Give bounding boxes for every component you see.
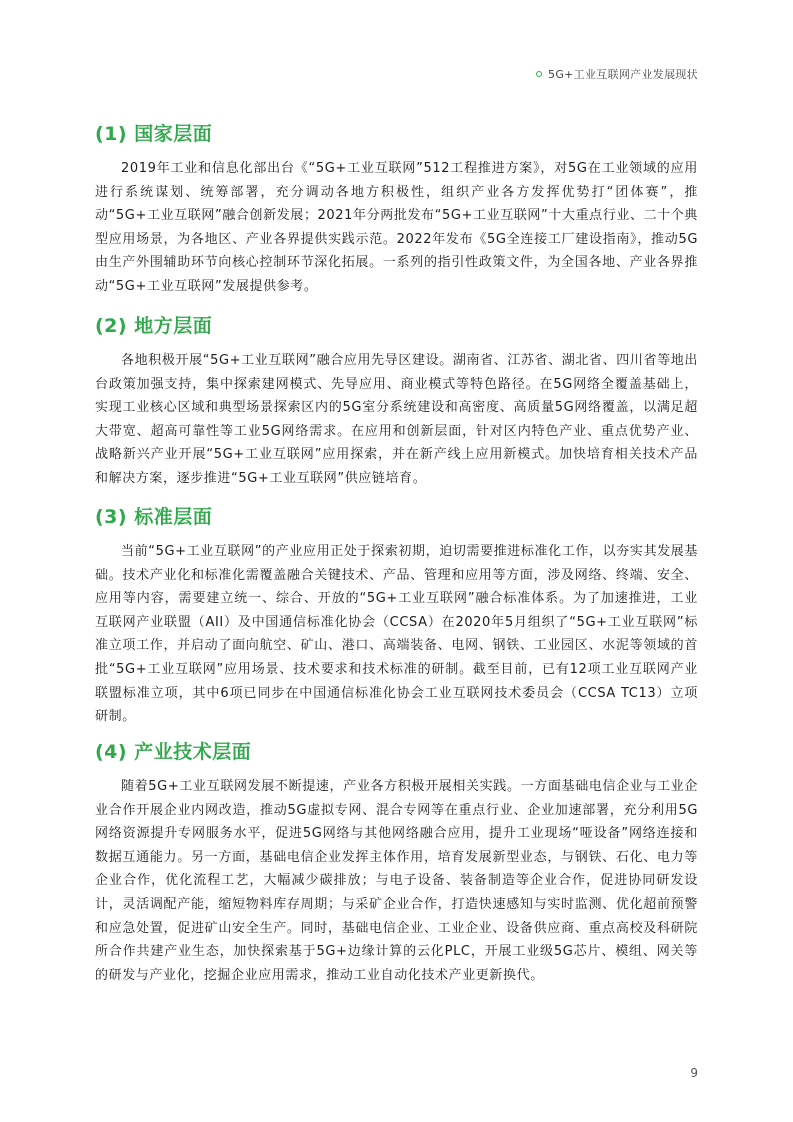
running-header xyxy=(536,66,698,82)
section-paragraph: 随着5G+工业互联网发展不断提速，产业各方积极开展相关实践。一方面基础电信企业与工业企业合作开展企业内网改造，推动5G虚拟专网、混合专网等在重点行业、企业加速部署，充分利用5G网络资源提升专网服务水平，促进5G网络与其他网络融合应用，提升工业现场“哑设备”网络连接和数据互通能力。另一方面，基础电信企业发挥主体作用，培育发展新型业态，与钢铁、石化、电力等企业合作，优化流程工艺，大幅减少碳排放；与电子设备、装备制造等企业合作，促进协同研发设计，灵活调配产能，缩短物料库存周期；与采矿企业合作，打造快速感知与实时监测、优化超前预警和应急处置，促进矿山安全生产。同时，基础电信企业、工业企业、设备供应商、重点高校及科研院所合作共建产业生态，加快探索基于5G+边缘计算的云化PLC，开展工业级5G芯片、模组、网关等的研发与产业化，挖掘企业应用需求，推动工业自动化技术产业更新换代。 xyxy=(95,779,698,983)
section-heading: (2) 地方层面 xyxy=(95,315,213,337)
section-heading: (4) 产业技术层面 xyxy=(95,741,252,763)
section-heading: (1) 国家层面 xyxy=(95,123,213,145)
section-paragraph: 当前“5G+工业互联网”的产业应用正处于探索初期，迫切需要推进标准化工作，以夯实其发展基础。技术产业化和标准化需覆盖融合关键技术、产品、管理和应用等方面，涉及网络、终端、安全、应用等内容，需要建立统一、综合、开放的“5G+工业互联网”融合标准体系。为了加速推进，工业互联网产业联盟（AII）及中国通信标准化协会（CCSA）在2020年5月组织了“5G+工业互联网”标准立项工作，并启动了面向航空、矿山、港口、高端装备、电网、钢铁、工业园区、水泥等领域的首批“5G+工业互联网”应用场景、技术要求和技术标准的研制。截至目前，已有12项工业互联网产业联盟标准立项，其中6项已同步在中国通信标准化协会工业互联网技术委员会（CCSA TC13）立项研制。 xyxy=(95,544,698,725)
section-national-level xyxy=(95,121,698,299)
section-industry-technology-level xyxy=(95,739,698,987)
page-number: 9 xyxy=(690,1066,698,1080)
circle-bullet-icon xyxy=(536,71,542,77)
section-local-level xyxy=(95,313,698,491)
running-header-title: 5G+工业互联网产业发展现状 xyxy=(548,68,698,81)
section-paragraph: 各地积极开展“5G+工业互联网”融合应用先导区建设。湖南省、江苏省、湖北省、四川省等地出台政策加强支持，集中探索建网模式、先导应用、商业模式等特色路径。在5G网络全覆盖基础上，实现工业核心区域和典型场景探索区内的5G室分系统建设和高密度、高质量5G网络覆盖，以满足超大带宽、超高可靠性等工业5G网络需求。在应用和创新层面，针对区内特色产业、重点优势产业、战略新兴产业开展“5G+工业互联网”应用探索，并在新产线上应用新模式。加快培育相关技术产品和解决方案，逐步推进“5G+工业互联网”供应链培育。 xyxy=(95,353,698,486)
section-standards-level xyxy=(95,504,698,729)
section-heading: (3) 标准层面 xyxy=(95,506,213,528)
section-paragraph: 2019年工业和信息化部出台《“5G+工业互联网”512工程推进方案》，对5G在工业领域的应用进行系统谋划、统筹部署，充分调动各地方积极性，组织产业各方发挥优势打“团体赛”，推动“5G+工业互联网”融合创新发展；2021年分两批发布“5G+工业互联网”十大重点行业、二十个典型应用场景，为各地区、产业各界提供实践示范。2022年发布《5G全连接工厂建设指南》，推动5G由生产外围辅助环节向核心控制环节深化拓展。一系列的指引性政策文件，为全国各地、产业各界推动“5G+工业互联网”发展提供参考。 xyxy=(95,161,698,294)
